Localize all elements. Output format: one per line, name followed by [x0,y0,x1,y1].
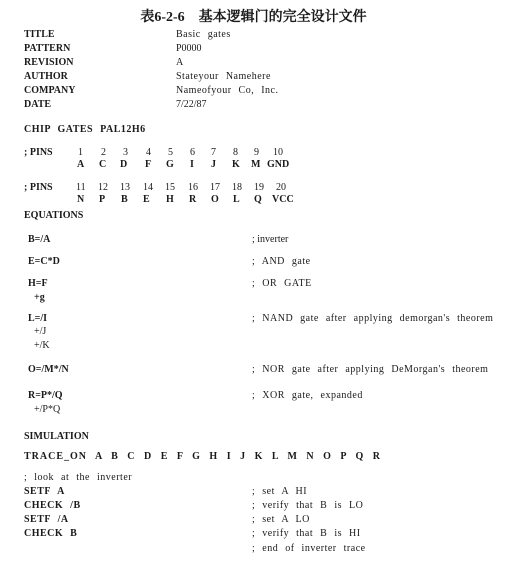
field-value: Basic gates [176,29,231,40]
sim-command: CHECK /B [24,500,81,511]
field-key: DATE [24,99,52,110]
pin-name: O [211,194,219,205]
equation-comment: ; NOR gate after applying DeMorgan's theorem [252,364,489,375]
equation-comment: ; OR GATE [252,278,312,289]
field-key: PATTERN [24,43,71,54]
pin-name: J [211,159,216,170]
pin-number: 1 [78,147,83,158]
sim-comment: ; verify that B is HI [252,528,361,539]
pin-number: 3 [123,147,128,158]
field-key: COMPANY [24,85,76,96]
pin-name: H [166,194,174,205]
equation-continuation: +/P*Q [34,404,61,415]
pin-name: B [121,194,128,205]
pin-name: F [145,159,152,170]
pin-name: R [189,194,197,205]
pin-number: 11 [76,182,86,193]
sim-command: SETF /A [24,514,69,525]
equation-continuation: +/K [34,340,50,351]
pin-name: GND [267,159,290,170]
equation: R=P*/Q [28,390,63,401]
pin-number: 9 [254,147,259,158]
pin-name: G [166,159,174,170]
field-value: Nameofyour Co, Inc. [176,85,279,96]
equation-continuation: +g [34,292,45,303]
pin-name: I [190,159,194,170]
sim-comment: ; end of inverter trace [252,543,366,554]
pin-name: D [120,159,128,170]
field-key: AUTHOR [24,71,68,82]
equation-comment: ; XOR gate, expanded [252,390,363,401]
field-key: REVISION [24,57,74,68]
equation-comment: ; AND gate [252,256,311,267]
pin-number: 8 [233,147,238,158]
pin-number: 13 [120,182,130,193]
pin-number: 6 [190,147,195,158]
pins-label: ; PINS [24,182,53,193]
pin-number: 4 [146,147,151,158]
equation: L=/I [28,313,48,324]
simulation-comment: ; look at the inverter [24,472,133,483]
pin-number: 10 [273,147,283,158]
sim-comment: ; verify that B is LO [252,500,364,511]
equation: H=F [28,278,48,289]
pin-number: 17 [210,182,220,193]
equation-comment: ; NAND gate after applying demorgan's theorem [252,313,494,324]
sim-comment: ; set A HI [252,486,308,497]
pin-number: 16 [188,182,198,193]
equations-title: EQUATIONS [24,210,84,221]
pin-number: 7 [211,147,216,158]
sim-command: SETF A [24,486,65,497]
pins-label: ; PINS [24,147,53,158]
pin-number: 12 [98,182,108,193]
chip-line: CHIP GATES PAL12H6 [24,124,146,135]
pin-name: M [251,159,261,170]
equation: E=C*D [28,256,60,267]
simulation-title: SIMULATION [24,431,89,442]
pin-name: VCC [272,194,294,205]
pin-number: 20 [276,182,286,193]
trace-line: TRACE_ON A B C D E F G H I J K L M N O P Q R [24,451,381,462]
field-value: A [176,57,184,68]
equation: O=/M*/N [28,364,69,375]
pin-name: A [77,159,85,170]
sim-command: CHECK B [24,528,78,539]
pin-number: 5 [168,147,173,158]
pin-number: 14 [143,182,153,193]
pin-number: 15 [165,182,175,193]
field-value: Stateyour Namehere [176,71,271,82]
equation: B=/A [28,234,51,245]
table-caption: 表6-2-6 基本逻辑门的完全设计文件 [140,10,367,25]
pin-name: K [232,159,240,170]
pin-name: P [99,194,106,205]
pin-number: 2 [101,147,106,158]
pin-name: C [99,159,107,170]
pin-name: L [233,194,240,205]
sim-comment: ; set A LO [252,514,310,525]
pin-name: N [77,194,85,205]
pin-number: 18 [232,182,242,193]
field-key: TITLE [24,29,55,40]
field-value: P0000 [176,43,202,54]
equation-continuation: +/J [34,326,47,337]
pin-number: 19 [254,182,264,193]
pin-name: E [143,194,150,205]
field-value: 7/22/87 [176,99,207,110]
pin-name: Q [254,194,262,205]
equation-comment: ; inverter [252,234,289,245]
